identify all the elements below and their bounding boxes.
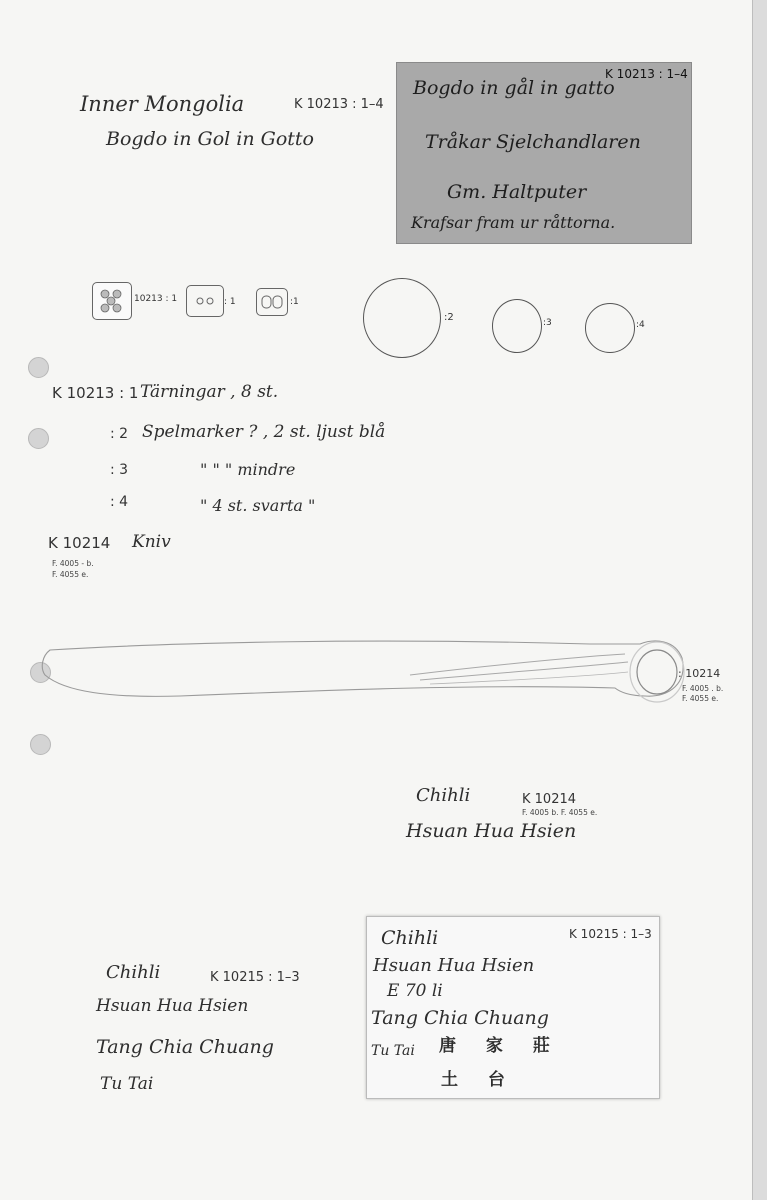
original-label-card (366, 916, 660, 1099)
knife-ref: F. 4055 e. (52, 570, 89, 579)
location-province: Chihli (106, 962, 161, 983)
knife-ref: F. 4005 - b. (52, 559, 94, 568)
inventory-id: : 2 (110, 426, 129, 442)
label-line: Tråkar Sjelchandlaren (425, 131, 641, 153)
label-line: Bogdo in gål in gatto (413, 77, 615, 99)
label-catalog-number: K 10213 : 1–4 (605, 67, 688, 81)
circle-label-4: :4 (636, 320, 645, 330)
location-spot: Tu Tai (100, 1074, 154, 1094)
label-line: Gm. Haltputer (447, 181, 587, 203)
label-chinese-line: 唐 家 莊 (439, 1036, 562, 1056)
knife-drawing (30, 620, 730, 740)
location-refs: F. 4005 b. F. 4055 e. (522, 808, 598, 817)
piece-holes-icon (187, 286, 223, 316)
location-catalog-number: K 10215 : 1–3 (210, 970, 300, 985)
knife-drawing-ref: F. 4005 . b. (682, 684, 724, 693)
inventory-id: : 4 (110, 494, 129, 510)
knife-drawing-label: : 10214 (678, 667, 721, 680)
piece-label-3: :1 (290, 297, 299, 307)
label-line: Chihli (381, 927, 439, 949)
location-catalog-number: K 10214 (522, 792, 577, 807)
location-district: Hsuan Hua Hsien (406, 820, 577, 842)
inventory-id: K 10213 : 1 (52, 384, 139, 402)
piece-holes-icon (257, 289, 287, 315)
label-line: Tang Chia Chuang (371, 1007, 549, 1029)
circle-drawing-3 (492, 299, 542, 353)
piece-drawing-3 (256, 288, 288, 316)
label-line: Krafsar fram ur råttorna. (411, 213, 616, 232)
label-line: Hsuan Hua Hsien (373, 955, 535, 976)
piece-drawing-2 (186, 285, 224, 317)
original-label-card (396, 62, 692, 244)
dice-pips-icon (93, 283, 131, 319)
circle-label-2: :2 (444, 312, 454, 323)
location-village: Tang Chia Chuang (96, 1036, 274, 1058)
inventory-id: K 10214 (48, 534, 111, 552)
label-line: Tu Tai (371, 1043, 415, 1059)
site-name: Bogdo in Gol in Gotto (106, 128, 314, 150)
circle-label-3: :3 (543, 318, 552, 328)
punch-hole (28, 428, 49, 449)
circle-drawing-4 (585, 303, 635, 353)
label-chinese-line: 土 台 (441, 1070, 517, 1090)
label-catalog-number: K 10215 : 1–3 (569, 927, 652, 941)
label-line: E 70 li (387, 981, 443, 1001)
punch-hole (28, 357, 49, 378)
inventory-text: Spelmarker ? , 2 st. ljust blå (142, 422, 386, 442)
inventory-text: Tärningar , 8 st. (140, 382, 279, 402)
dice-drawing (92, 282, 132, 320)
region-title: Inner Mongolia (80, 92, 245, 116)
circle-drawing-2 (363, 278, 441, 358)
location-district: Hsuan Hua Hsien (96, 996, 249, 1016)
inventory-text: " " " mindre (200, 460, 296, 479)
inventory-id: : 3 (110, 462, 129, 478)
piece-label-2: : 1 (224, 297, 236, 307)
inventory-text: Kniv (132, 532, 171, 552)
header-catalog-number: K 10213 : 1–4 (294, 97, 384, 112)
location-province: Chihli (416, 785, 471, 806)
inventory-text: " 4 st. svarta " (200, 496, 316, 515)
dice-label: 10213 : 1 (134, 294, 178, 304)
knife-drawing-ref: F. 4055 e. (682, 694, 719, 703)
